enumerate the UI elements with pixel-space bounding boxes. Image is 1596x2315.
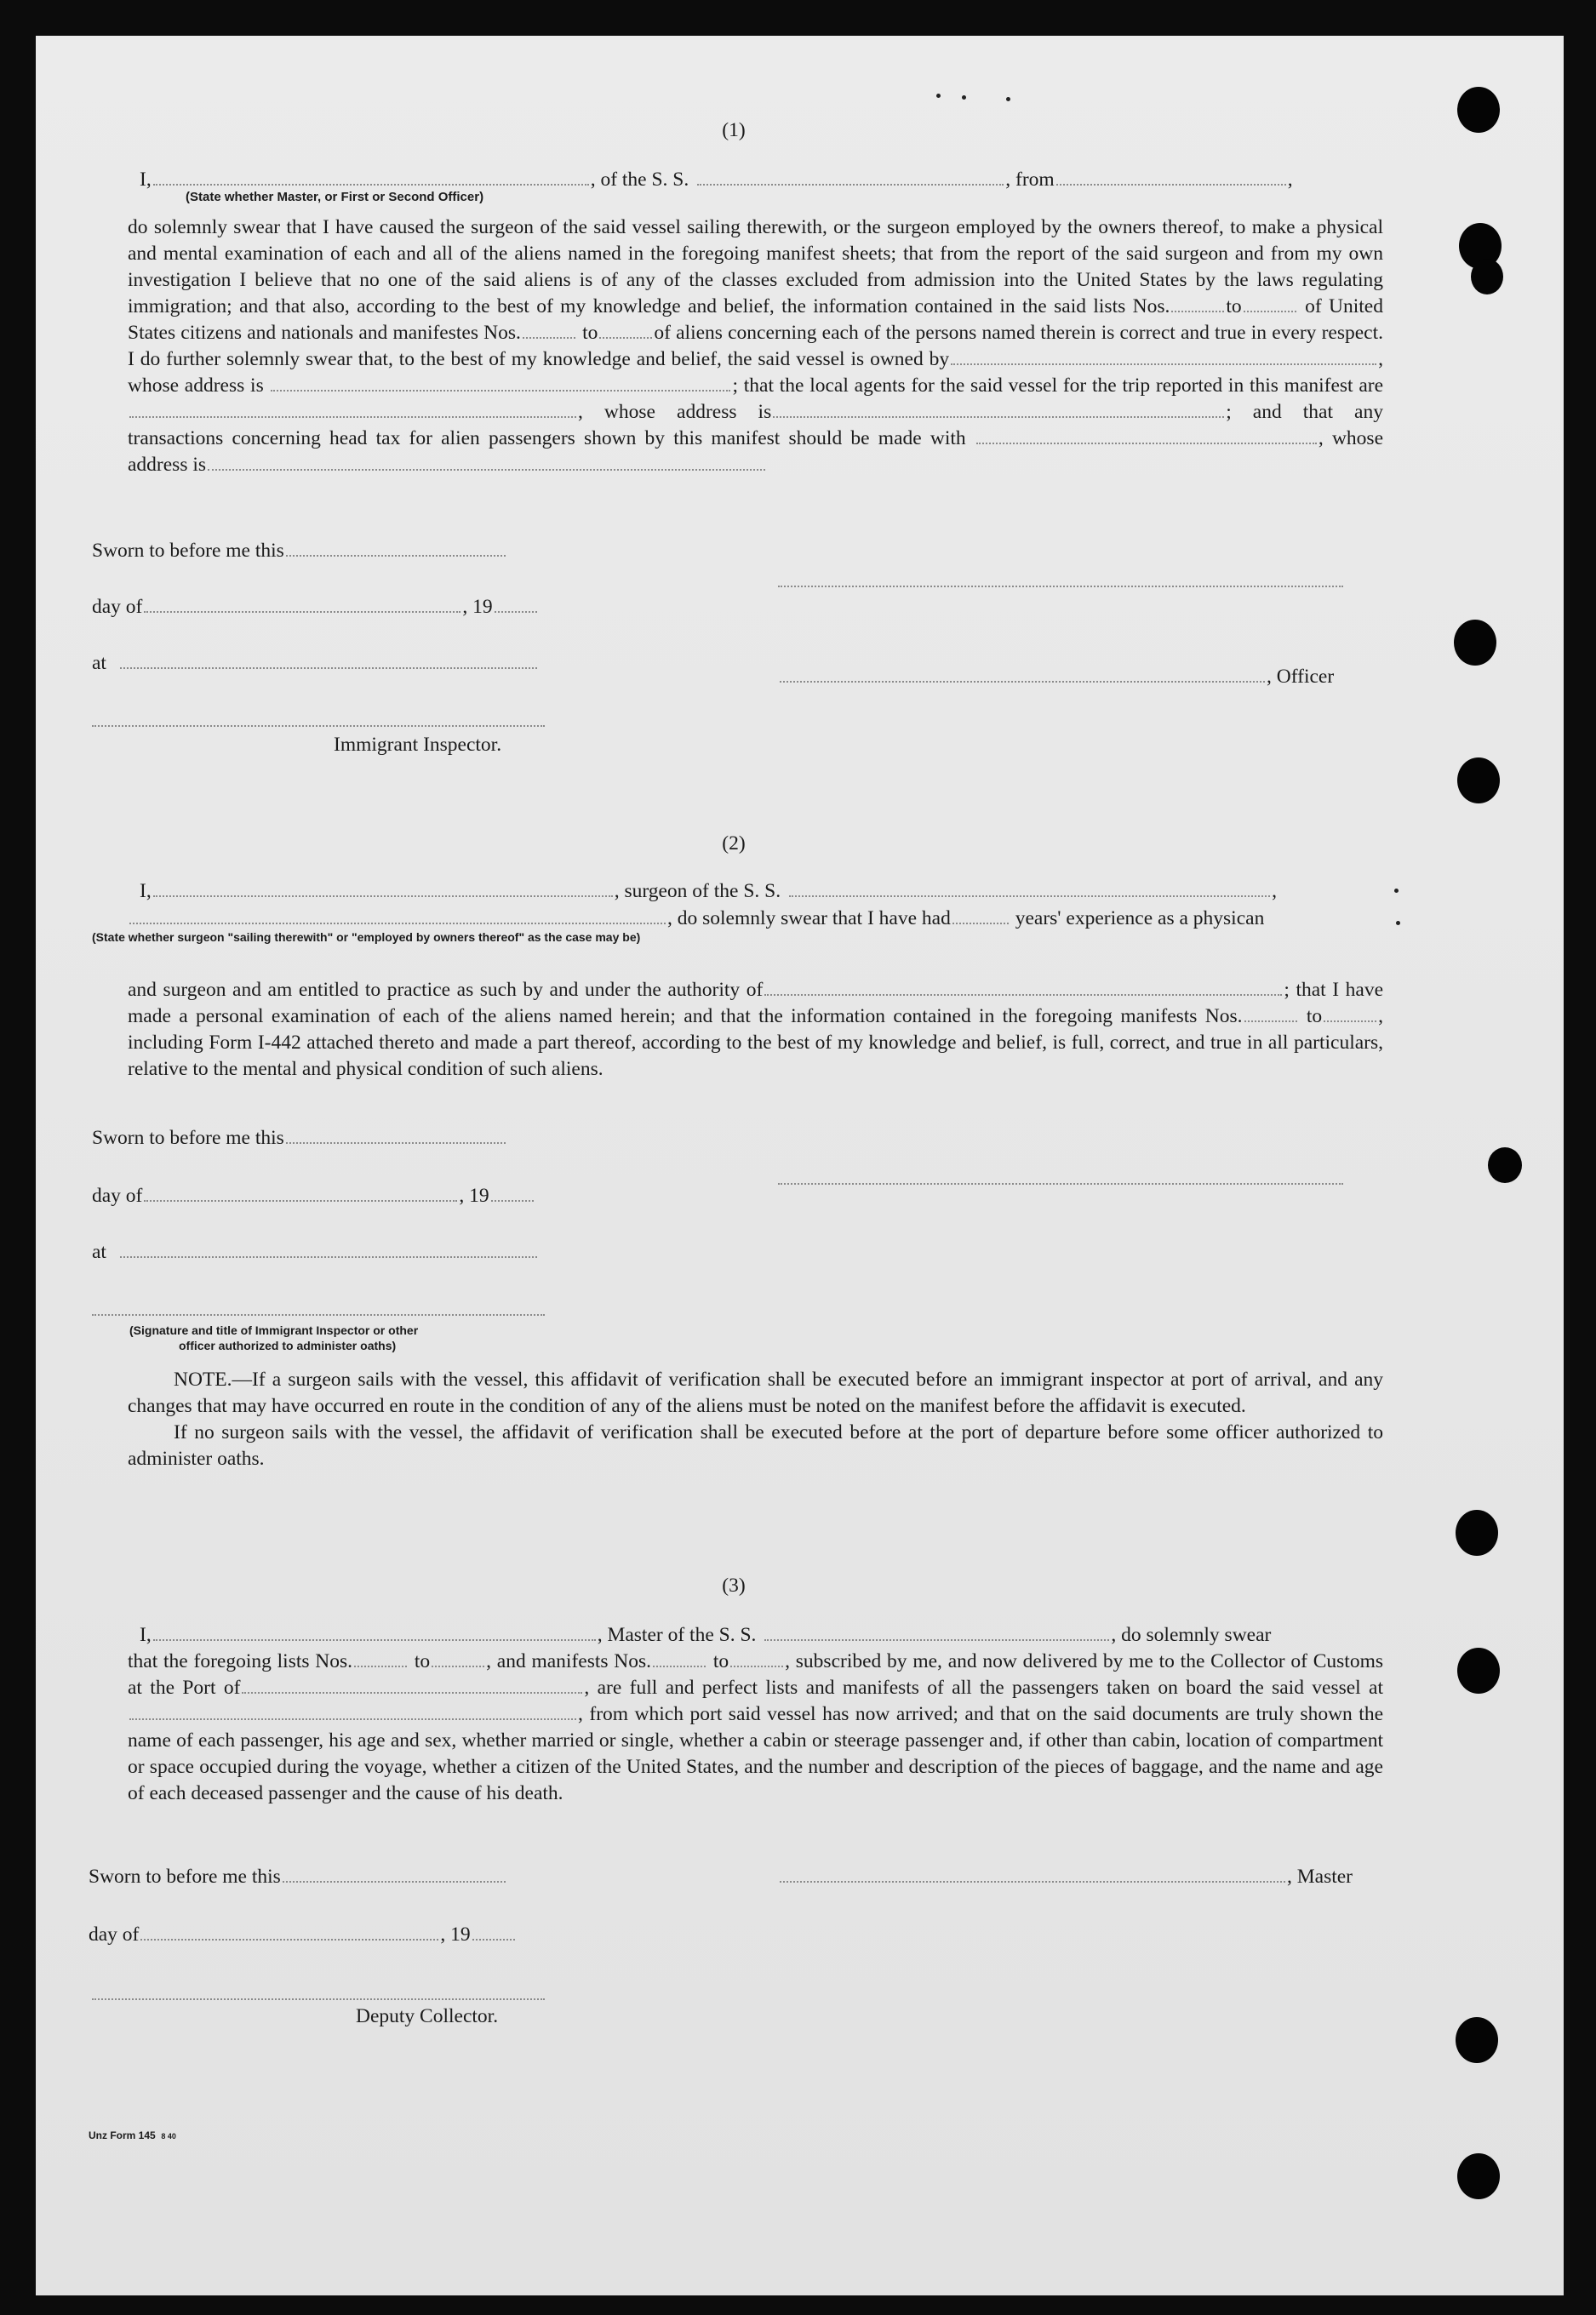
embarkation-port-field[interactable] bbox=[129, 1718, 576, 1720]
note-paragraph: NOTE.—If a surgeon sails with the vessel, this affidavit of verification shall be executed before an immigrant inspector at port of arrival, and any changes that may have occurred en route in the condition of any of the aliens must be noted on the manifest before the affidavit is executed. bbox=[128, 1369, 1383, 1417]
master-name-field[interactable] bbox=[153, 1639, 596, 1641]
ink-speck bbox=[962, 95, 966, 100]
place-field[interactable] bbox=[120, 1256, 537, 1258]
surgeon-experience-line: , do solemnly swear that I have had years' experience as a physican bbox=[128, 906, 1264, 932]
at-line: at bbox=[92, 1239, 539, 1266]
section-number: (1) bbox=[722, 119, 746, 141]
vessel-label: , of the S. S. bbox=[590, 169, 689, 191]
year-field[interactable] bbox=[491, 1200, 534, 1202]
officer-signature-field[interactable] bbox=[780, 681, 1265, 683]
officer-rank-note: (State whether Master, or First or Second Officer) bbox=[186, 190, 484, 204]
ink-speck bbox=[1396, 921, 1400, 925]
year-field[interactable] bbox=[495, 611, 537, 613]
manifests-to-field[interactable] bbox=[730, 1666, 783, 1667]
vessel-owner-field[interactable] bbox=[951, 363, 1376, 365]
inspector-title: Immigrant Inspector. bbox=[334, 734, 502, 756]
administering-officer-signature-line[interactable] bbox=[92, 1314, 545, 1316]
authority-field[interactable] bbox=[764, 994, 1282, 996]
day-of-line: day of , 19 bbox=[92, 1183, 535, 1209]
month-field[interactable] bbox=[140, 1939, 438, 1941]
signature-note: (Signature and title of Immigrant Inspector or other bbox=[129, 1323, 419, 1337]
ink-speck bbox=[1006, 97, 1010, 101]
place-field[interactable] bbox=[120, 667, 537, 669]
punch-hole bbox=[1456, 2017, 1498, 2063]
year-field[interactable] bbox=[472, 1939, 515, 1941]
collector-oath-text: that the foregoing lists Nos. to , and manifests Nos. to , subscribed by me, and now delivered by me to the Collector of Customs at the Port of , are full and perfect lists and manifests of all the passengers taken on board the said vessel at, from which port said vessel has now arrived; and that on the said documents are truly shown the name of each passenger, his age and sex, whether married or single, whether a cabin or steerage passenger and, if other than cabin, location of compartment or space occupied during the voyage, whether a citizen of the United States, and the number and description of the pieces of baggage, and the name and age of each deceased passenger and the cause of his death. bbox=[128, 1650, 1384, 1804]
section-number: (2) bbox=[722, 832, 746, 855]
surgeon-line: I, , surgeon of the S. S. , bbox=[140, 880, 1277, 902]
citizen-list-from-field[interactable] bbox=[1171, 311, 1224, 312]
punch-hole bbox=[1457, 757, 1500, 803]
head-tax-address-field[interactable] bbox=[208, 469, 765, 471]
ink-speck bbox=[1394, 889, 1399, 893]
day-of-line: day of , 19 bbox=[92, 594, 539, 620]
day-of-line: day of , 19 bbox=[89, 1922, 517, 1948]
from-label: , from bbox=[1005, 169, 1055, 191]
note-text bbox=[128, 1367, 1383, 1472]
vessel-name-field[interactable] bbox=[697, 184, 1004, 186]
agents-address-field[interactable] bbox=[773, 416, 1224, 418]
owner-address-field[interactable] bbox=[271, 390, 730, 392]
master-oath-text: do solemnly swear that I have caused the surgeon of the said vessel sailing therewith, or the surgeon employed by the owners thereof, to make a physical and mental examination of each and all of the aliens named in the foregoing manifest sheets; that from the report of the said surgeon and from my own investigation I believe that no one of the said aliens is of any of the classes excluded from admission into the United States by the laws regulating immigration; and that also, according to the best of my knowledge and belief, the information contained in the said lists Nos. to of United States citizens and nationals and manifestes Nos. to of aliens concerning each of the persons named therein is correct and true in every respect. I do further solemnly swear that, to the best of my knowledge and belief, the said vessel is owned by , whose address is ; that the local agents for the said vessel for the trip reported in this manifest are , whose address is ; and that any transactions concerning head tax for alien passengers shown by this manifest should be made with , whose address is bbox=[128, 216, 1384, 476]
citizen-list-to-field[interactable] bbox=[1244, 311, 1296, 312]
manifests-from-field[interactable] bbox=[653, 1666, 706, 1667]
departure-port-field[interactable] bbox=[1056, 184, 1286, 186]
punch-hole bbox=[1488, 1147, 1522, 1183]
local-agents-field[interactable] bbox=[129, 416, 576, 418]
head-tax-contact-field[interactable] bbox=[976, 443, 1317, 444]
form-number: Unz Form 145 8 40 bbox=[89, 2129, 176, 2141]
master-signature-line[interactable] bbox=[778, 586, 1343, 587]
surgeon-status-note: (State whether surgeon "sailing therewith" or "employed by owners thereof" as the case may be) bbox=[92, 930, 641, 944]
section-number: (3) bbox=[722, 1575, 746, 1597]
month-field[interactable] bbox=[144, 611, 460, 613]
years-field[interactable] bbox=[952, 923, 1009, 924]
manifest-from-field[interactable] bbox=[523, 337, 575, 339]
sworn-line: Sworn to before me this bbox=[92, 1125, 507, 1152]
master-vessel-field[interactable] bbox=[764, 1639, 1109, 1641]
port-field[interactable] bbox=[242, 1692, 582, 1694]
master-signature-line: , Master bbox=[778, 1864, 1353, 1890]
document-page bbox=[36, 36, 1564, 2295]
manifest-to-field[interactable] bbox=[599, 337, 652, 339]
master-line: I, , Master of the S. S. , do solemnly swear bbox=[140, 1624, 1272, 1646]
lists-to-field[interactable] bbox=[432, 1666, 484, 1667]
surgeon-manifest-from-field[interactable] bbox=[1244, 1020, 1297, 1022]
surgeon-status-field[interactable] bbox=[129, 923, 666, 924]
ink-speck bbox=[936, 94, 941, 98]
signature-note: officer authorized to administer oaths) bbox=[179, 1339, 397, 1352]
collector-title: Deputy Collector. bbox=[356, 2005, 499, 2027]
pronoun-label: I, bbox=[140, 169, 152, 191]
surgeon-oath-text: and surgeon and am entitled to practice as such by and under the authority of ; that I have made a personal examination of each of the aliens named herein; and that the information contained in the foregoing manifests Nos. to , including Form I-442 attached thereto and made a part thereof, according to the best of my knowledge and belief, is full, correct, and true in all particulars, relative to the mental and physical condition of such aliens. bbox=[128, 979, 1383, 1080]
sworn-date-field[interactable] bbox=[283, 1881, 506, 1883]
sworn-line: Sworn to before me this bbox=[89, 1864, 507, 1890]
punch-hole bbox=[1457, 87, 1500, 133]
month-field[interactable] bbox=[144, 1200, 457, 1202]
punch-hole bbox=[1457, 1648, 1500, 1694]
sworn-date-field[interactable] bbox=[286, 1142, 506, 1144]
officer-signature-line: , Officer bbox=[778, 664, 1334, 690]
sworn-line: Sworn to before me this bbox=[92, 538, 507, 564]
at-line: at bbox=[92, 650, 539, 677]
punch-hole bbox=[1457, 2153, 1500, 2199]
punch-hole bbox=[1454, 620, 1496, 666]
oath-line: I, , of the S. S. , from , bbox=[140, 169, 1293, 191]
punch-hole bbox=[1456, 1510, 1498, 1556]
surgeon-name-field[interactable] bbox=[153, 895, 613, 897]
surgeon-vessel-field[interactable] bbox=[789, 895, 1270, 897]
lists-from-field[interactable] bbox=[354, 1666, 407, 1667]
punch-hole bbox=[1471, 259, 1503, 294]
inspector-signature-line[interactable] bbox=[92, 725, 545, 727]
collector-signature-line[interactable] bbox=[92, 1998, 545, 2000]
master-signature-field[interactable] bbox=[780, 1881, 1285, 1883]
surgeon-manifest-to-field[interactable] bbox=[1324, 1020, 1376, 1022]
surgeon-signature-line[interactable] bbox=[778, 1183, 1343, 1185]
sworn-date-field[interactable] bbox=[286, 555, 506, 557]
note-paragraph: If no surgeon sails with the vessel, the affidavit of verification shall be executed before at the port of departure before some officer authorized to administer oaths. bbox=[128, 1421, 1383, 1470]
officer-name-field[interactable] bbox=[153, 184, 589, 186]
